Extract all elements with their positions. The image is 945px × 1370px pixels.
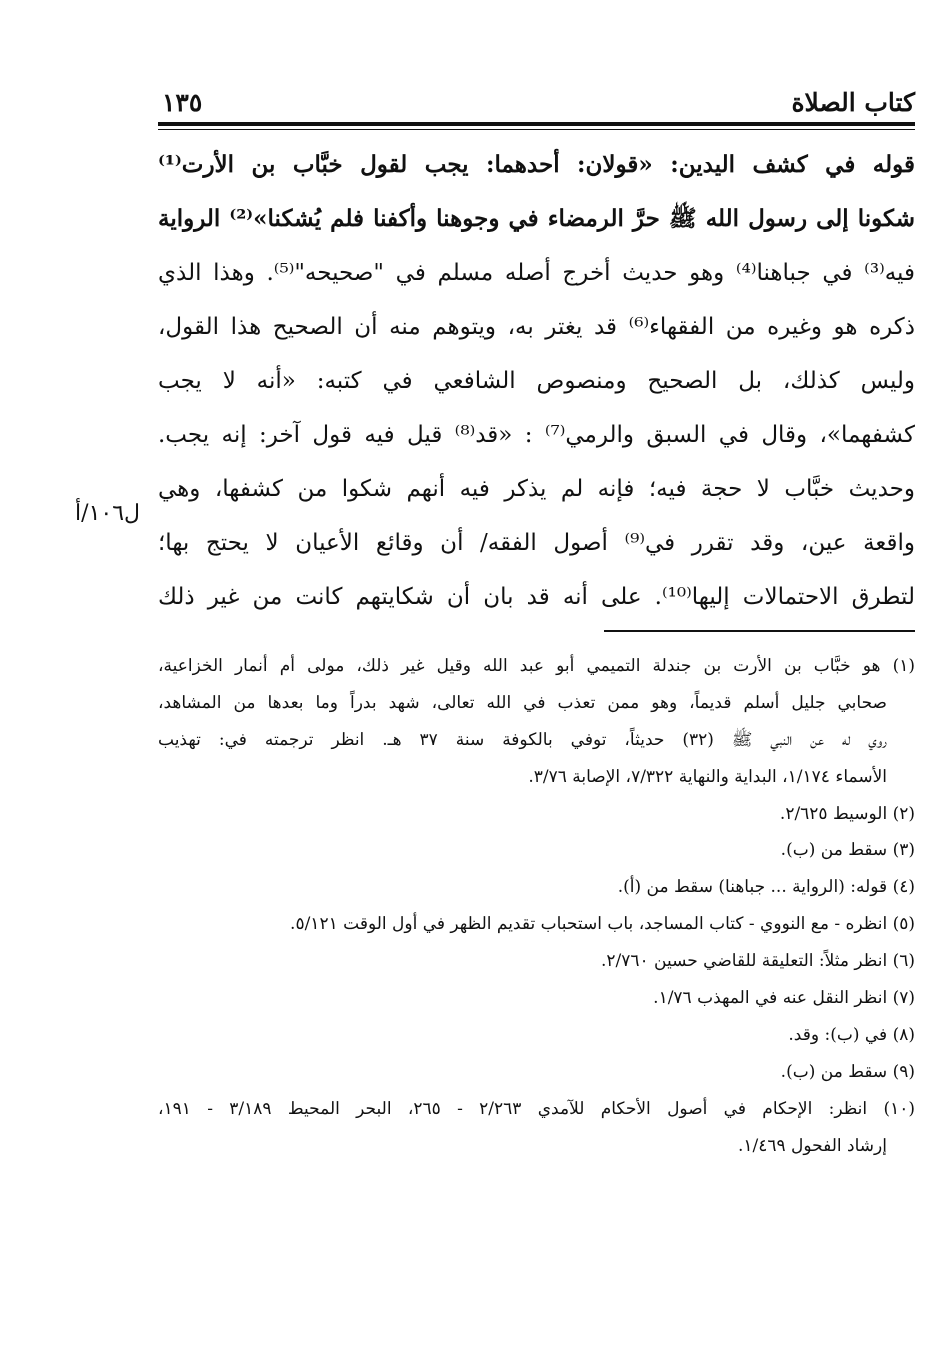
page-number: ١٣٥ bbox=[162, 88, 203, 117]
text-line-2: شكونا إلى رسول الله ﷺ حرَّ الرمضاء في وجوهنا وأكفنا فلم يُشكنا»⁽²⁾ الرواية bbox=[158, 205, 915, 232]
text-line-4: ذكره هو وغيره من الفقهاء⁽⁶⁾ قد يغتر به، ويتوهم منه أن الصحيح هذا القول، bbox=[158, 314, 915, 340]
footnote-9: (٩) سقط من (ب). bbox=[780, 1061, 915, 1082]
footnote-10-line-1: (١٠) انظر: الإحكام في أصول الأحكام للآمدي ٢/٢٦٣ - ٢٦٥، البحر المحيط ٣/١٨٩ - ١٩١، bbox=[158, 1098, 915, 1119]
footnote-1-line-4: الأسماء ١/١٧٤، البداية والنهاية ٧/٣٢٢، الإصابة ٣/٧٦. bbox=[528, 766, 887, 787]
footnote-3: (٣) سقط من (ب). bbox=[780, 840, 915, 861]
text-line-7: وحديث خبَّاب لا حجة فيه؛ فإنه لم يذكر فيه أنهم شكوا من كشفها، وهي bbox=[158, 476, 915, 502]
text-line-1: قوله في كشف اليدين: «قولان: أحدهما: يجب لقول خبَّاب بن الأرت⁽¹⁾ bbox=[158, 151, 915, 178]
footnotes bbox=[158, 648, 915, 1164]
footnote-1-line-2: صحابي جليل أسلم قديماً، وهو ممن تعذب في الله تعالى، شهد بدراً وما بعدها من المشاهد، bbox=[158, 692, 887, 713]
footnote-2: (٢) الوسيط ٢/٦٢٥. bbox=[779, 803, 915, 824]
text-line-6: كشفهما»، وقال في السبق والرمي⁽⁷⁾ : «قد⁽⁸⁾ قيل فيه قول آخر: إنه يجب. bbox=[158, 422, 915, 448]
footnote-6: (٦) انظر مثلاً: التعليقة للقاضي حسين ٢/٧٦٠. bbox=[600, 951, 915, 972]
text-line-8: واقعة عين، وقد تقرر في⁽⁹⁾ أصول الفقه/ أن وقائع الأعيان لا يحتج بها؛ bbox=[158, 530, 915, 556]
footnote-8: (٨) في (ب): وقد. bbox=[788, 1024, 915, 1045]
footnote-separator bbox=[604, 630, 915, 632]
text-line-5: وليس كذلك، بل الصحيح ومنصوص الشافعي في كتبه: «أنه لا يجب bbox=[158, 368, 915, 394]
footnote-7: (٧) انظر النقل عنه في المهذب ١/٧٦. bbox=[653, 988, 915, 1009]
book-title: كتاب الصلاة bbox=[791, 88, 915, 117]
text-line-3: فيه⁽³⁾ في جباهنا⁽⁴⁾ وهو حديث أخرج أصله مسلم في "صحيحه"⁽⁵⁾. وهذا الذي bbox=[158, 260, 915, 286]
manuscript-margin-note: ل١٠٦/أ bbox=[75, 501, 140, 526]
footnote-1-line-3: روي له عن النبي ﷺ (٣٢) حديثاً، توفي بالكوفة سنة ٣٧ هـ. انظر ترجمته في: تهذيب bbox=[158, 729, 887, 750]
page-header bbox=[158, 86, 915, 124]
main-text bbox=[158, 138, 915, 624]
footnote-4: (٤) قوله: (الرواية ... جباهنا) سقط من (أ). bbox=[617, 877, 915, 898]
header-rule-thin bbox=[158, 129, 915, 130]
footnote-10-line-2: إرشاد الفحول ١/٤٦٩. bbox=[737, 1135, 887, 1156]
header-rule-thick bbox=[158, 122, 915, 126]
footnote-5: (٥) انظره - مع النووي - كتاب المساجد، باب استحباب تقديم الظهر في أول الوقت ٥/١٢١. bbox=[290, 914, 915, 935]
footnote-1-line-1: (١) هو خبَّاب بن الأرت بن جندلة التميمي أبو عبد الله وقيل غير ذلك، مولى أم أنمار الخزاعية، bbox=[158, 656, 915, 676]
text-line-9: لتطرق الاحتمالات إليها⁽¹⁰⁾. على أنه قد بان أن شكايتهم كانت من غير ذلك bbox=[158, 584, 915, 610]
